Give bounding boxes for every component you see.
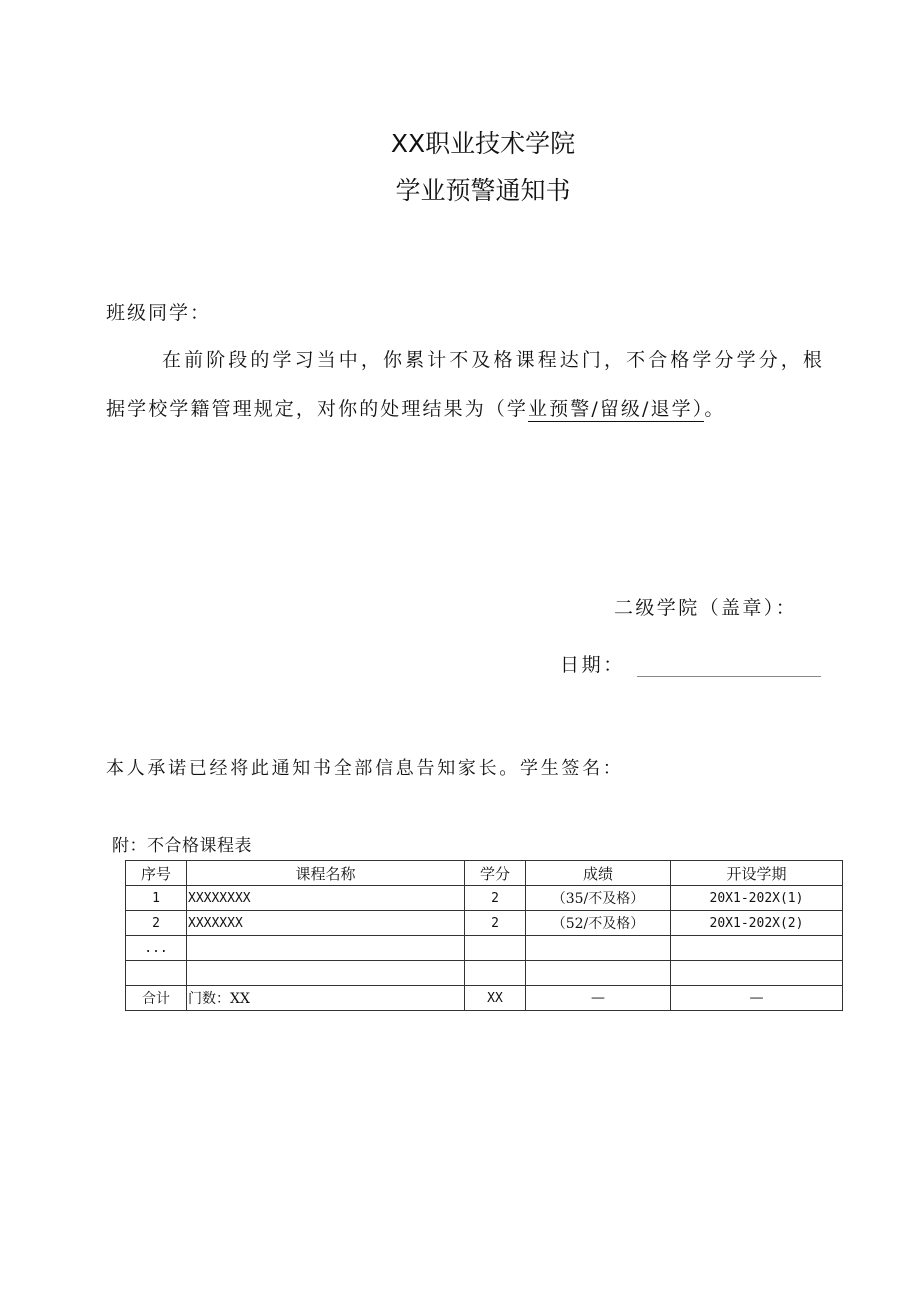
table-header-row <box>126 861 843 886</box>
header-credit: 学分 <box>465 861 526 886</box>
row-credit <box>465 961 526 986</box>
college-seal-label: 二级学院（盖章）： <box>614 597 798 619</box>
header-course-name: 课程名称 <box>187 861 465 886</box>
row-index: 2 <box>126 911 187 936</box>
row-index: ... <box>126 936 187 961</box>
row-semester: 20X1-202X(1) <box>671 886 843 911</box>
notice-paragraph-line2 <box>106 400 725 419</box>
row-credit: 2 <box>465 911 526 936</box>
row-course-name <box>187 961 465 986</box>
row-course-name <box>187 936 465 961</box>
table-total-row <box>126 986 843 1011</box>
row-credit: 2 <box>465 886 526 911</box>
table-row <box>126 961 843 986</box>
row-semester <box>671 936 843 961</box>
row-credit <box>465 936 526 961</box>
row-course-name: XXXXXXXX <box>187 886 465 911</box>
row-score <box>526 961 671 986</box>
paragraph-line2-prefix: 据学校学籍管理规定，对你的处理结果为（学 <box>106 398 529 420</box>
row-score: （35/不及格） <box>526 886 671 911</box>
school-title: XX职业技术学院 <box>390 129 576 158</box>
attachment-label: 附：不合格课程表 <box>112 836 252 856</box>
table-row <box>126 936 843 961</box>
total-course-count: 门数：XX <box>187 986 465 1011</box>
header-score: 成绩 <box>526 861 671 886</box>
notice-title: 学业预警通知书 <box>395 176 571 205</box>
table-row <box>126 886 843 911</box>
total-score: — <box>526 986 671 1011</box>
salutation: 班级同学： <box>106 302 212 324</box>
total-label: 合计 <box>126 986 187 1011</box>
result-options-underlined: 业预警/留级/退学） <box>528 398 705 420</box>
date-blank-line <box>637 676 821 677</box>
total-credit: XX <box>465 986 526 1011</box>
row-index: 1 <box>126 886 187 911</box>
row-semester <box>671 961 843 986</box>
row-semester: 20X1-202X(2) <box>671 911 843 936</box>
row-score: （52/不及格） <box>526 911 671 936</box>
row-course-name: XXXXXXX <box>187 911 465 936</box>
table-row <box>126 911 843 936</box>
failed-courses-table <box>125 860 843 1011</box>
paragraph-line2-suffix: 。 <box>704 398 726 420</box>
date-label: 日期： <box>560 654 625 676</box>
row-score <box>526 936 671 961</box>
header-index: 序号 <box>126 861 187 886</box>
row-index <box>126 961 187 986</box>
notice-paragraph-line1: 在前阶段的学习当中，你累计不及格课程达门，不合格学分学分，根 <box>162 349 826 371</box>
header-semester: 开设学期 <box>671 861 843 886</box>
parent-pledge-statement: 本人承诺已经将此通知书全部信息告知家长。学生签名： <box>106 758 624 779</box>
total-semester: — <box>671 986 843 1011</box>
